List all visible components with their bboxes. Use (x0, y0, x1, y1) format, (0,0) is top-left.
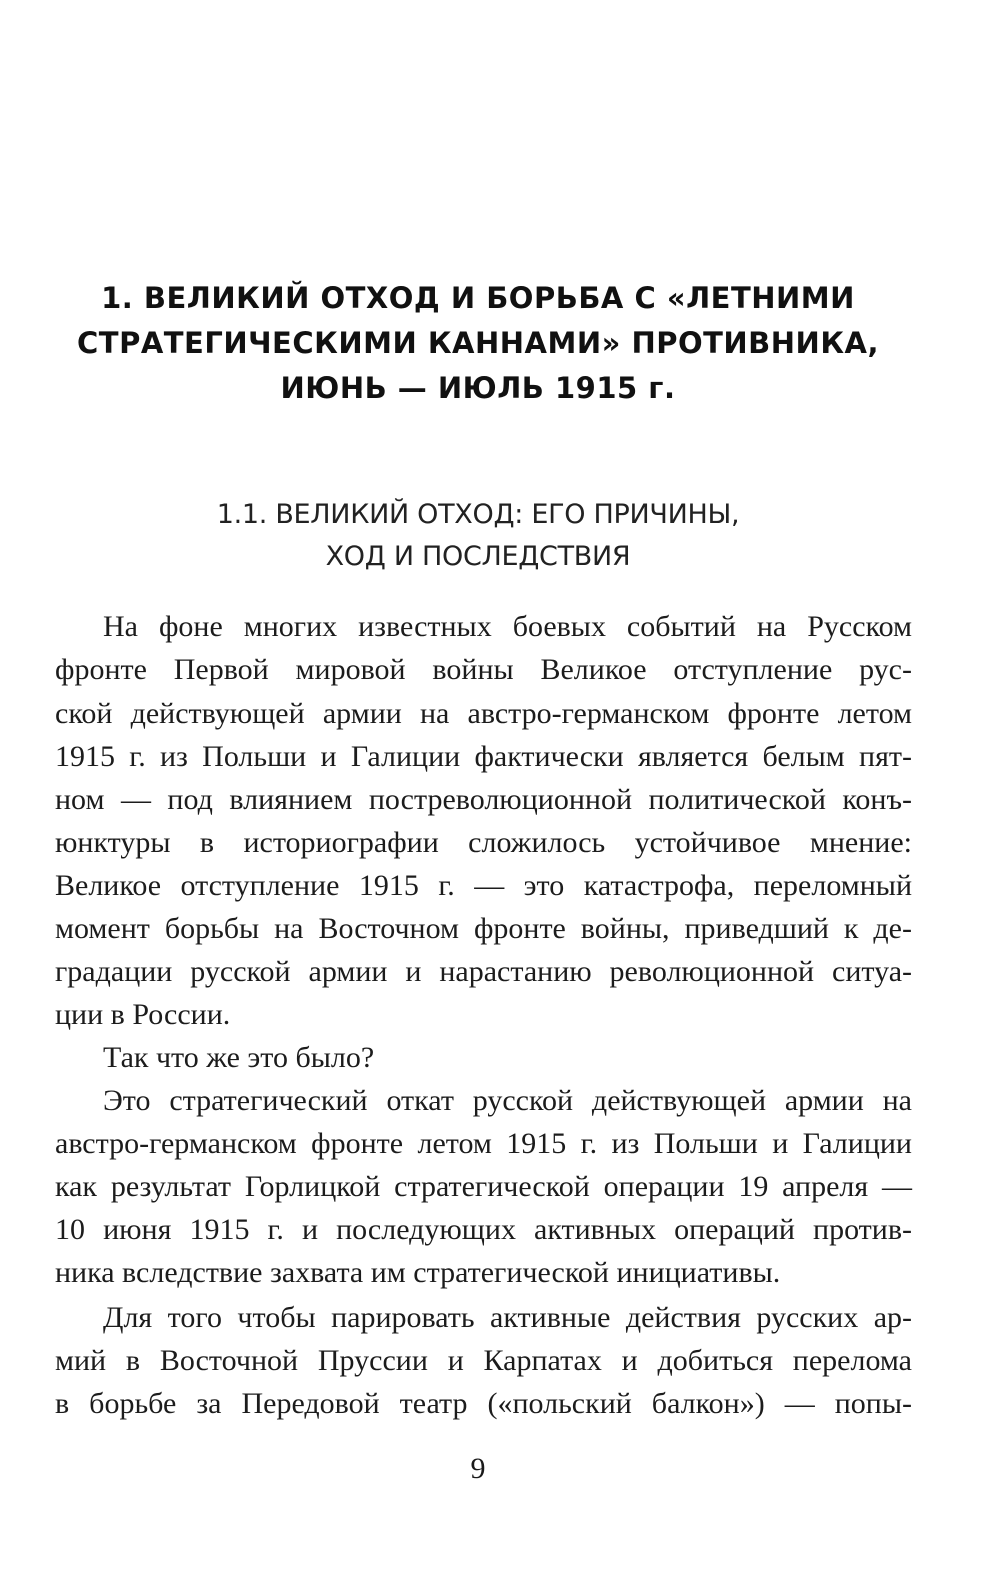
body-line: австро-германском фронте летом 1915 г. из Польши и Галиции (55, 1127, 912, 1160)
chapter-title-line: СТРАТЕГИЧЕСКИМИ КАННАМИ» ПРОТИВНИКА, (77, 326, 879, 360)
body-line: Это стратегический откат русской действующей армии на (103, 1084, 912, 1117)
body-line: градации русской армии и нарастанию революционной ситуа- (55, 955, 912, 988)
body-line: ции в России. (55, 998, 231, 1031)
chapter-title-line: 1. ВЕЛИКИЙ ОТХОД И БОРЬБА С «ЛЕТНИМИ (101, 281, 855, 315)
body-line: Великое отступление 1915 г. — это катастрофа, переломный (55, 869, 912, 902)
page-number: 9 (470, 1452, 486, 1485)
body-line: в борьбе за Передовой театр («польский балкон») — попы- (55, 1387, 912, 1420)
body-line: ном — под влиянием постреволюционной политической конъ- (55, 783, 912, 816)
body-line: 1915 г. из Польши и Галиции фактически является белым пят- (55, 740, 912, 773)
body-line: ника вследствие захвата им стратегической инициативы. (55, 1256, 781, 1289)
chapter-title-line: ИЮНЬ — ИЮЛЬ 1915 г. (280, 371, 676, 405)
body-line: 10 июня 1915 г. и последующих активных операций против- (55, 1213, 912, 1246)
body-line: Так что же это было? (103, 1041, 375, 1074)
body-line: момент борьбы на Восточном фронте войны, приведший к де- (55, 912, 912, 945)
body-line: ской действующей армии на австро-германском фронте летом (55, 697, 912, 730)
body-line: мий в Восточной Пруссии и Карпатах и добиться перелома (55, 1344, 912, 1377)
body-line: Для того чтобы парировать активные действия русских ар- (103, 1301, 912, 1334)
body-line: фронте Первой мировой войны Великое отступление рус- (55, 653, 912, 686)
section-title-line: ХОД И ПОСЛЕДСТВИЯ (325, 541, 631, 572)
section-title-line: 1.1. ВЕЛИКИЙ ОТХОД: ЕГО ПРИЧИНЫ, (216, 499, 740, 530)
body-line: как результат Горлицкой стратегической операции 19 апреля — (55, 1170, 912, 1203)
body-line: юнктуры в историографии сложилось устойчивое мнение: (55, 826, 912, 859)
body-line: На фоне многих известных боевых событий на Русском (103, 610, 912, 643)
